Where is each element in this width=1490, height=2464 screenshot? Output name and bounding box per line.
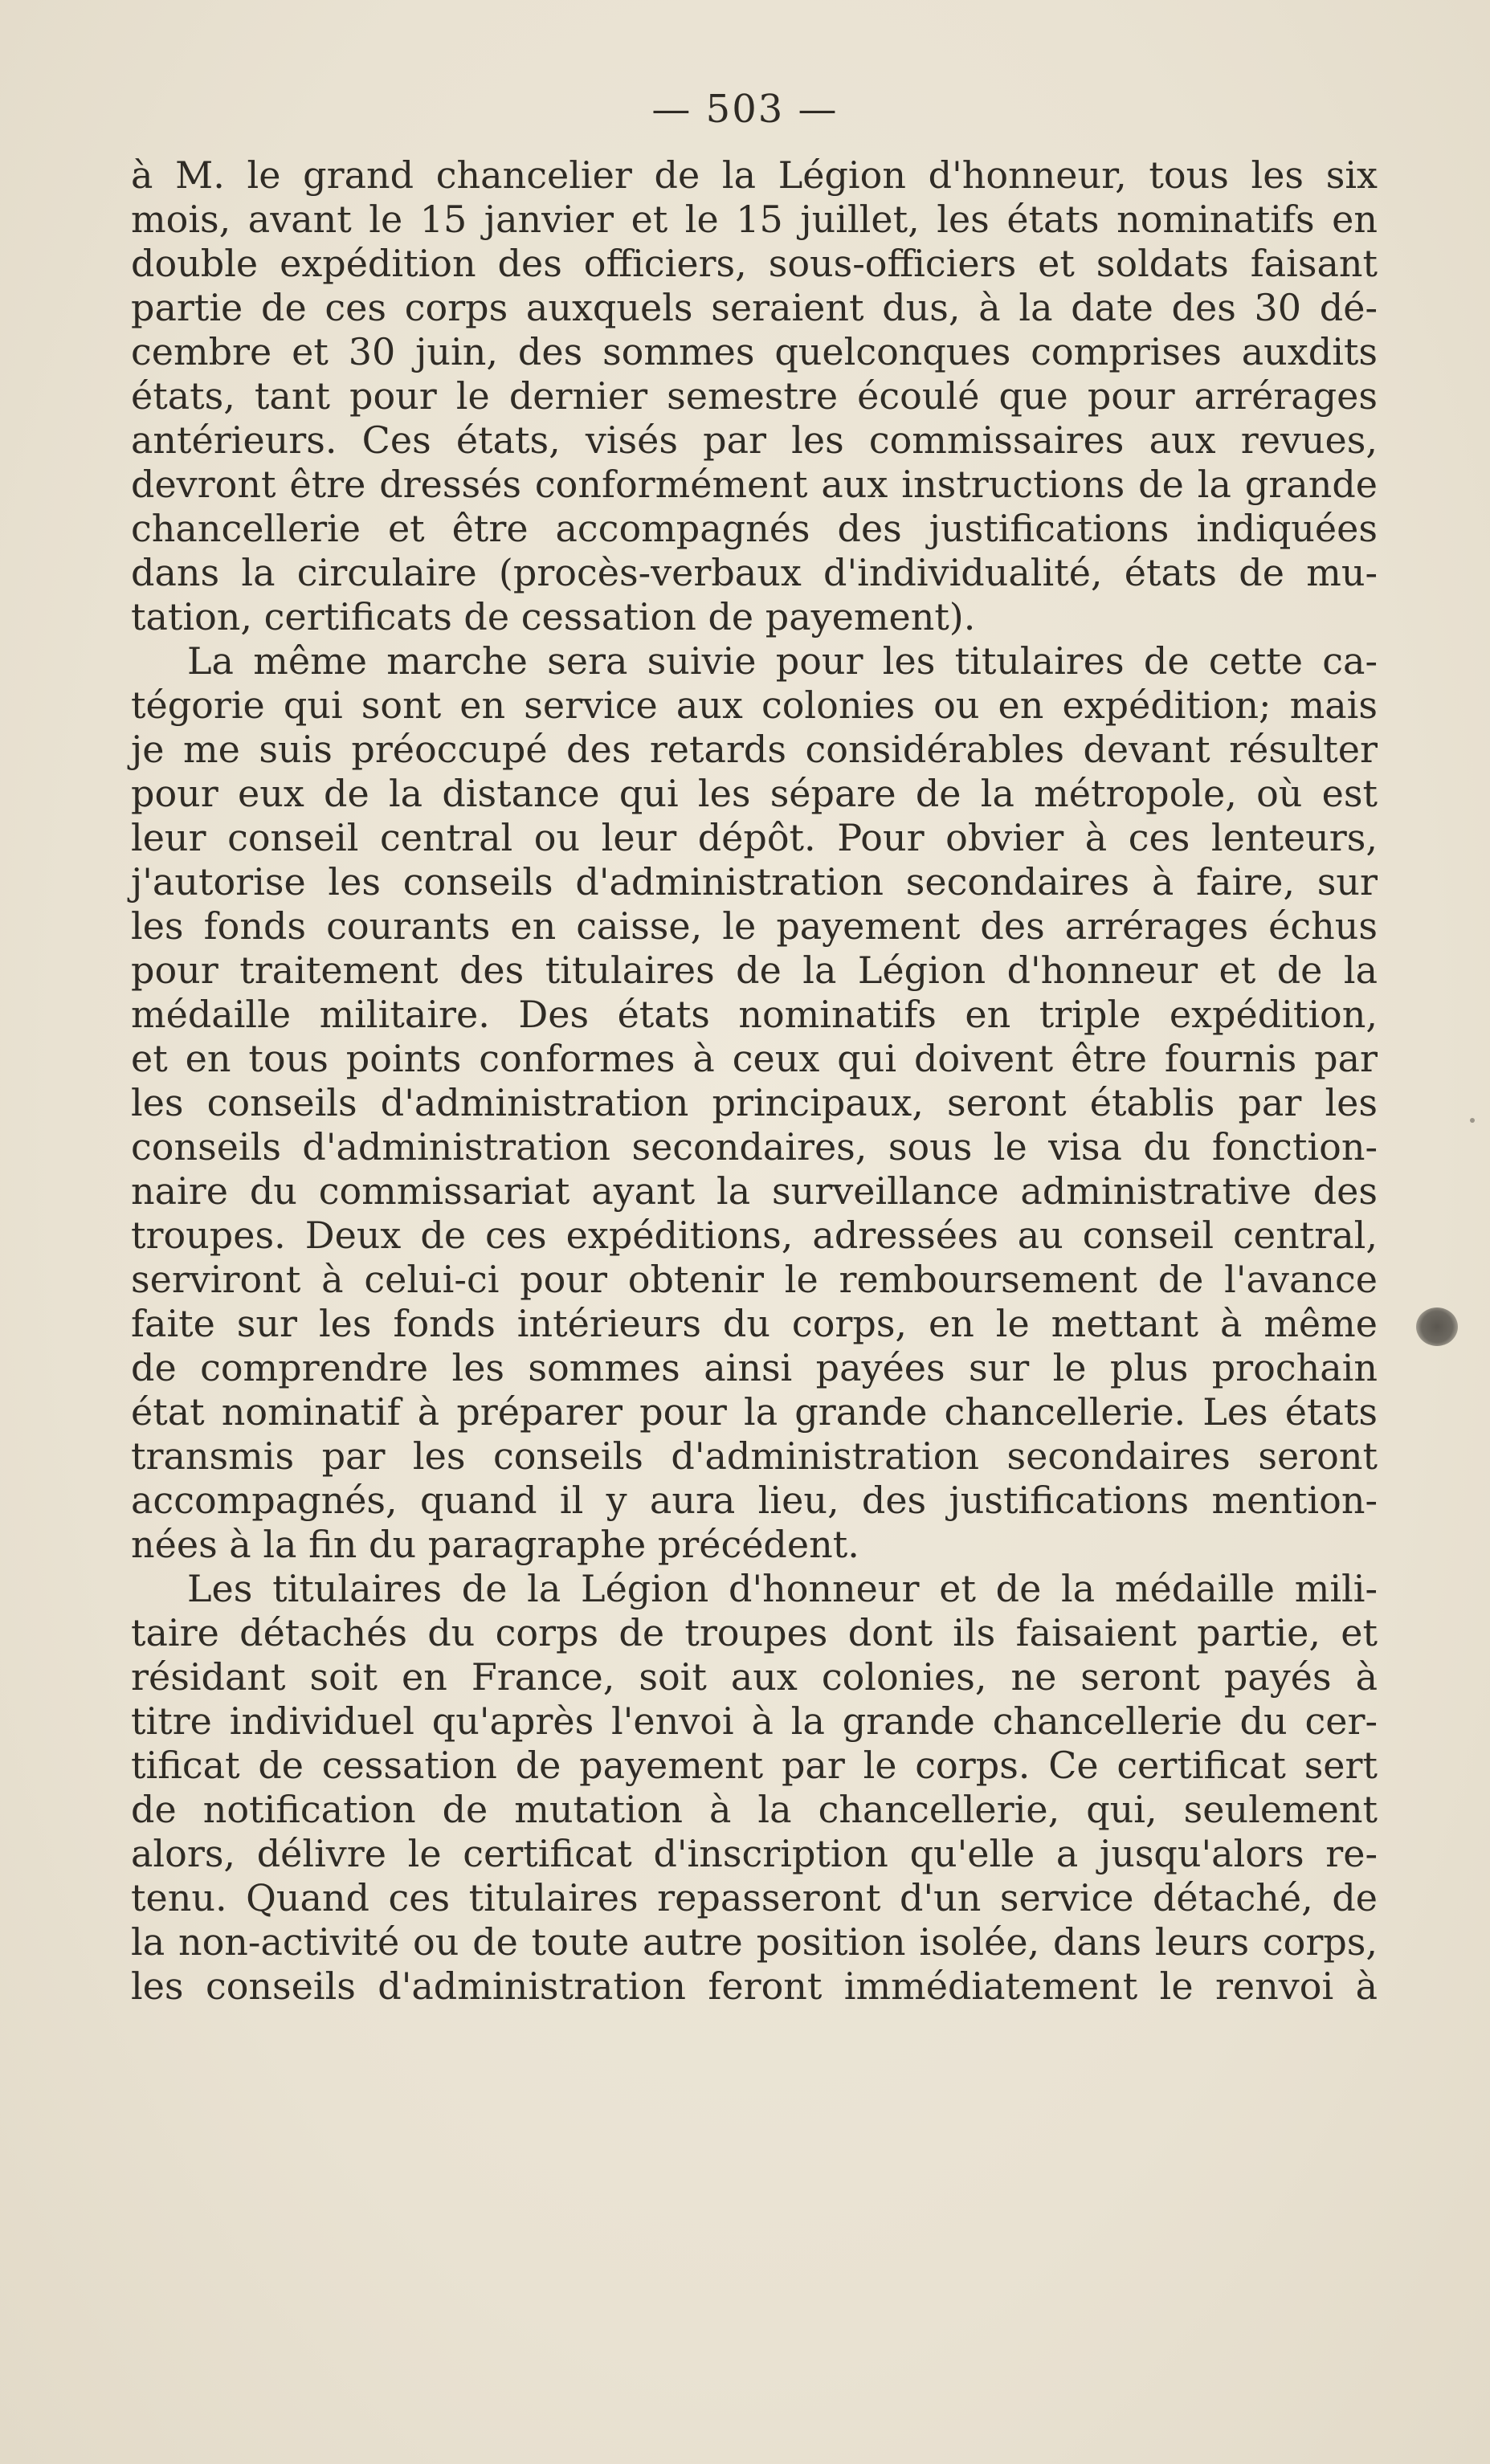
text-line: pour eux de la distance qui les sépare de la métropole, où est <box>131 772 1378 815</box>
text-line: titre individuel qu'après l'envoi à la grande chancellerie du cer- <box>131 1699 1378 1743</box>
text-line: je me suis préoccupé des retards considérables devant résulter <box>131 728 1378 771</box>
text-line: alors, délivre le certificat d'inscription qu'elle a jusqu'alors re- <box>131 1832 1378 1875</box>
text-line: naire du commissariat ayant la surveillance administrative des <box>131 1169 1378 1213</box>
text-line: taire détachés du corps de troupes dont ils faisaient partie, et <box>131 1611 1378 1654</box>
text-line: j'autorise les conseils d'administration secondaires à faire, sur <box>131 860 1378 904</box>
text-line: serviront à celui-ci pour obtenir le remboursement de l'avance <box>131 1258 1378 1301</box>
text-line: médaille militaire. Des états nominatifs en triple expédition, <box>131 993 1378 1036</box>
text-line: de comprendre les sommes ainsi payées sur le plus prochain <box>131 1346 1378 1389</box>
page-number: — 503 — <box>651 87 839 132</box>
text-line: dans la circulaire (procès-verbaux d'individualité, états de mu- <box>131 551 1378 594</box>
text-line: états, tant pour le dernier semestre écoulé que pour arrérages <box>131 374 1378 418</box>
body-text <box>131 153 1378 2009</box>
text-line: devront être dressés conformément aux instructions de la grande <box>131 463 1378 506</box>
text-line: et en tous points conformes à ceux qui doivent être fournis par <box>131 1037 1378 1080</box>
text-line: mois, avant le 15 janvier et le 15 juillet, les états nominatifs en <box>131 198 1378 241</box>
text-line: les fonds courants en caisse, le payement des arrérages échus <box>131 904 1378 948</box>
text-line: tenu. Quand ces titulaires repasseront d'un service détaché, de <box>131 1876 1378 1919</box>
text-line: cembre et 30 juin, des sommes quelconques comprises auxdits <box>131 330 1378 373</box>
text-line: troupes. Deux de ces expéditions, adressées au conseil central, <box>131 1214 1378 1257</box>
text-line: tificat de cessation de payement par le corps. Ce certificat sert <box>131 1744 1378 1787</box>
text-line: conseils d'administration secondaires, sous le visa du fonction- <box>131 1125 1378 1169</box>
text-line: leur conseil central ou leur dépôt. Pour obvier à ces lenteurs, <box>131 816 1378 859</box>
paper-speck <box>1470 1118 1475 1123</box>
text-line: Les titulaires de la Légion d'honneur et de la médaille mili- <box>187 1567 1378 1610</box>
text-line: nées à la fin du paragraphe précédent. <box>131 1523 859 1566</box>
text-line: La même marche sera suivie pour les titulaires de cette ca- <box>187 639 1378 683</box>
text-line: à M. le grand chancelier de la Légion d'honneur, tous les six <box>131 153 1378 197</box>
text-line: résidant soit en France, soit aux colonies, ne seront payés à <box>131 1655 1378 1699</box>
text-line: pour traitement des titulaires de la Légion d'honneur et de la <box>131 948 1378 992</box>
text-line: partie de ces corps auxquels seraient dus, à la date des 30 dé- <box>131 286 1378 329</box>
text-line: tation, certificats de cessation de payement). <box>131 595 976 638</box>
text-line: antérieurs. Ces états, visés par les commissaires aux revues, <box>131 418 1378 462</box>
text-line: les conseils d'administration feront immédiatement le renvoi à <box>131 1964 1378 2008</box>
text-line: la non-activité ou de toute autre position isolée, dans leurs corps, <box>131 1920 1378 1964</box>
text-line: tégorie qui sont en service aux colonies ou en expédition; mais <box>131 683 1378 727</box>
text-line: transmis par les conseils d'administration secondaires seront <box>131 1434 1378 1478</box>
text-line: double expédition des officiers, sous-officiers et soldats faisant <box>131 242 1378 285</box>
text-line: de notification de mutation à la chancellerie, qui, seulement <box>131 1788 1378 1831</box>
text-line: faite sur les fonds intérieurs du corps, en le mettant à même <box>131 1302 1378 1345</box>
text-line: les conseils d'administration principaux, seront établis par les <box>131 1081 1378 1124</box>
text-line: chancellerie et être accompagnés des justifications indiquées <box>131 507 1378 550</box>
ink-smudge <box>1416 1307 1458 1346</box>
text-line: accompagnés, quand il y aura lieu, des justifications mention- <box>131 1479 1378 1522</box>
text-line: état nominatif à préparer pour la grande chancellerie. Les états <box>131 1390 1378 1434</box>
